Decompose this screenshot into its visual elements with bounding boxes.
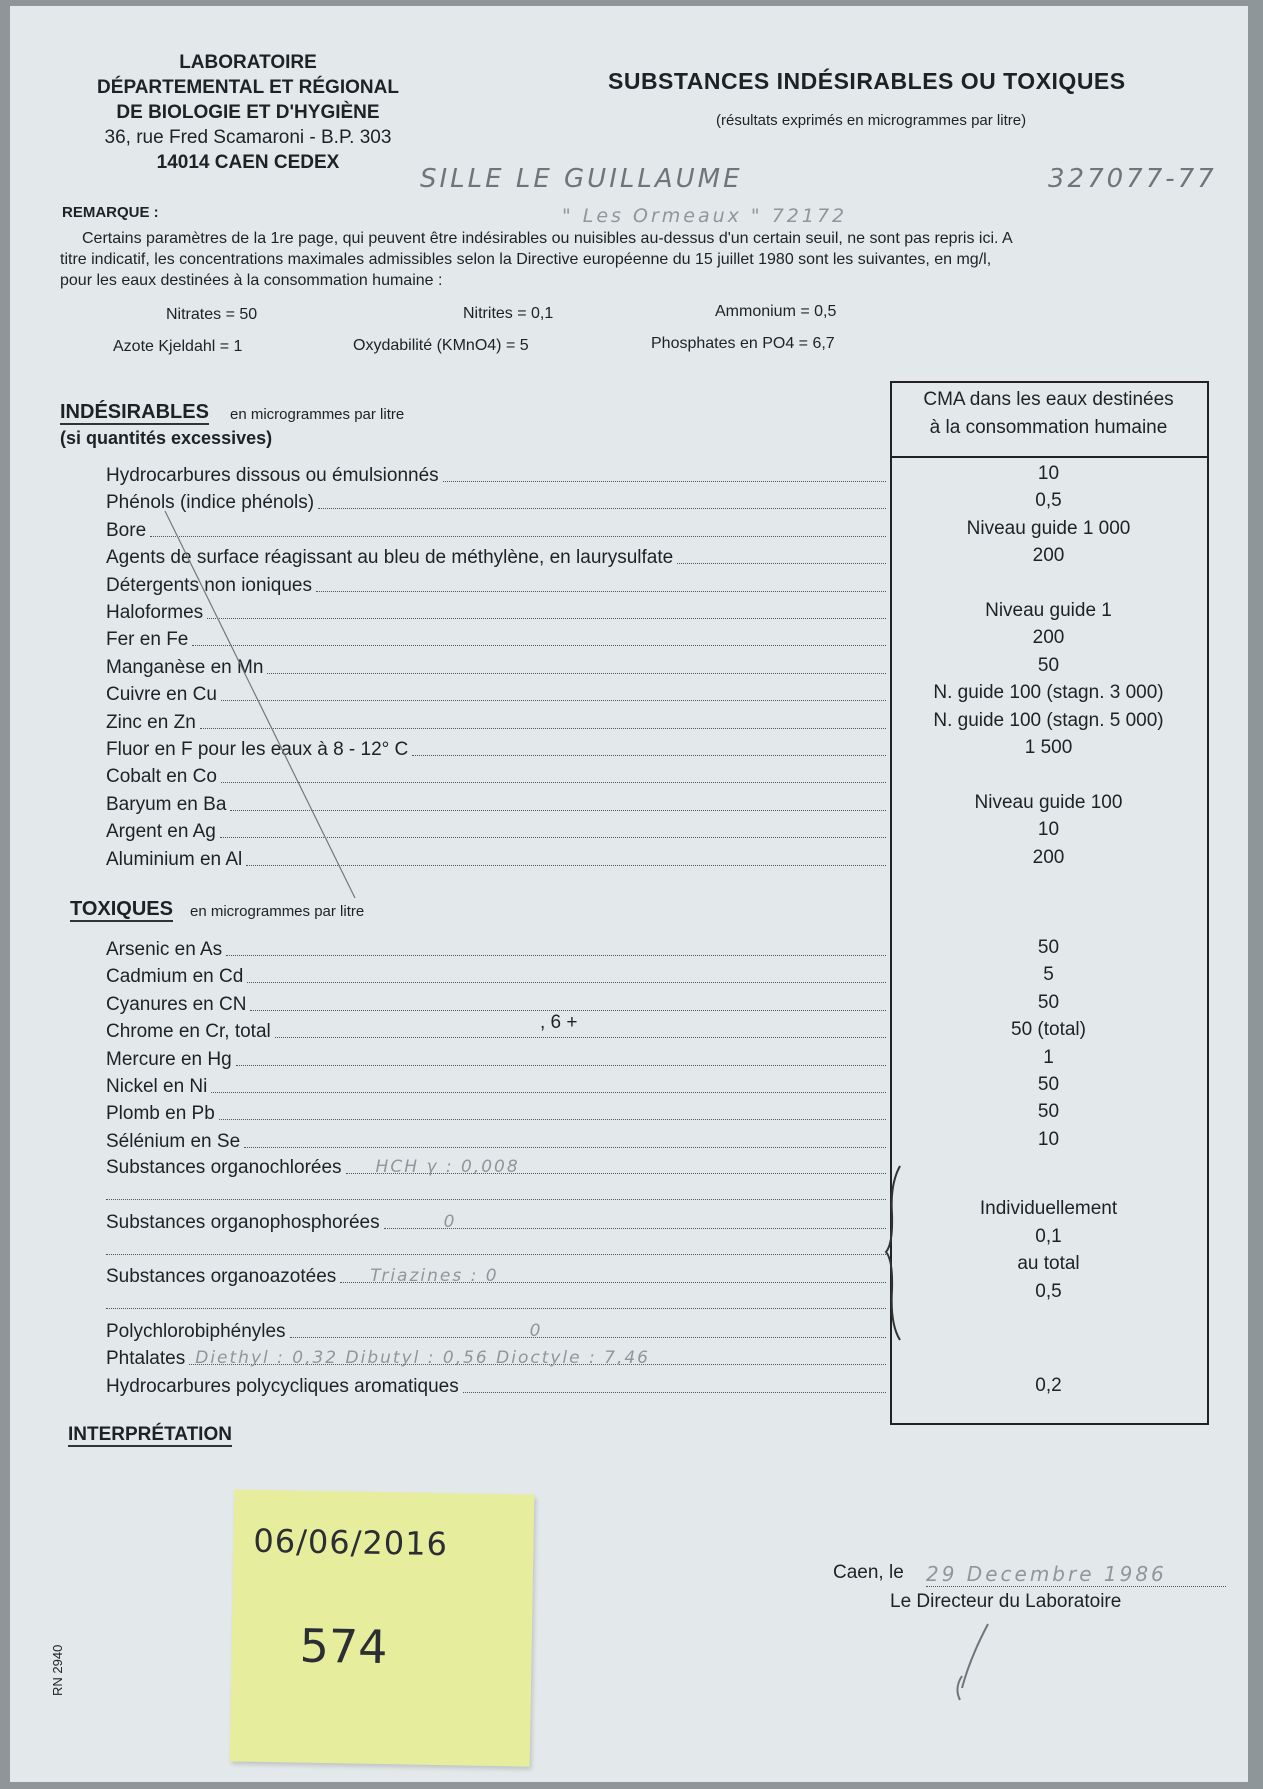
list-item-label: Fer en Fe	[106, 629, 189, 651]
dot-leader	[226, 954, 886, 956]
cma-organo-line4: 0,5	[1035, 1281, 1062, 1302]
list-item	[106, 1126, 886, 1153]
list-item-label: Mercure en Hg	[106, 1048, 232, 1070]
list-item-label: Détergents non ioniques	[106, 574, 312, 596]
cma-organo-line3: au total	[1017, 1253, 1080, 1274]
list-item-label: Fluor en F pour les eaux à 8 - 12° C	[106, 739, 409, 760]
lab-address: 36, rue Fred Scamaroni - B.P. 303	[104, 127, 392, 148]
limit-phosphates: Phosphates en PO4 = 6,7	[651, 335, 835, 352]
list-item-label: Bore	[106, 519, 147, 541]
dot-leader	[244, 1146, 886, 1148]
cma-value: 50	[1037, 991, 1060, 1013]
list-item: Substances organophosphorées 0	[106, 1207, 886, 1234]
cma-value: N. guide 100 (stagn. 5 000)	[933, 709, 1164, 731]
list-item: Substances organochlorées HCH γ : 0,008	[106, 1152, 886, 1179]
list-item: Substances organoazotées Triazines : 0	[106, 1261, 886, 1288]
list-item	[106, 460, 886, 487]
cma-value: 1 500	[1024, 737, 1073, 758]
list-item-label: Baryum en Ba	[106, 793, 227, 815]
remarque-label: REMARQUE :	[62, 204, 159, 221]
cma-organo-line1: Individuellement	[979, 1198, 1118, 1219]
handwritten-place: SILLE LE GUILLAUME	[420, 164, 743, 194]
cma-value: 50	[1037, 654, 1060, 676]
dot-leader	[250, 1009, 886, 1011]
list-item-label: Sélénium en Se	[106, 1130, 241, 1152]
page-title: SUBSTANCES INDÉSIRABLES OU TOXIQUES	[608, 68, 1126, 94]
section-indesirables-unit: en microgrammes par litre	[230, 406, 405, 423]
remarque-text-1: Certains paramètres de la 1re page, qui peuvent être indésirables ou nuisibles au-dessus d'un certain seuil, ne sont pas repris ici. A	[82, 230, 1013, 247]
dot-leader	[318, 507, 886, 509]
handwritten-number: 327077-77	[1048, 164, 1217, 194]
limit-nitrates: Nitrates = 50	[166, 306, 258, 323]
form-reference: RN 2940	[50, 1644, 65, 1696]
limit-nitrites: Nitrites = 0,1	[463, 305, 554, 322]
chrome-hexavalent-label: , 6 +	[540, 1012, 578, 1033]
list-item-label: Argent en Ag	[106, 821, 216, 843]
list-item-label: Aluminium en Al	[106, 848, 243, 870]
list-item	[106, 934, 886, 961]
dot-leader	[219, 1118, 886, 1120]
section-interpretation-title: INTERPRÉTATION	[68, 1424, 232, 1445]
list-item-label: Nickel en Ni	[106, 1076, 208, 1097]
cma-header-line1: CMA dans les eaux destinées	[923, 389, 1174, 410]
limit-oxydabilite: Oxydabilité (KMnO4) = 5	[353, 337, 529, 354]
list-item	[106, 1044, 886, 1071]
cma-value: 50 (total)	[1011, 1019, 1086, 1041]
remarque-text-3: pour les eaux destinées à la consommation humaine :	[60, 272, 443, 289]
cma-value: 10	[1037, 1128, 1060, 1150]
cma-value: 200	[1032, 846, 1065, 868]
list-item	[106, 989, 886, 1016]
list-item: Phtalates Diethyl : 0,32 Dibutyl : 0,56 Dioctyle : 7,46	[106, 1343, 886, 1370]
list-item	[106, 1071, 886, 1098]
dot-leader	[275, 1036, 886, 1038]
dot-leader	[247, 981, 886, 983]
cma-value: 0,5	[1035, 490, 1062, 512]
list-item-label: Cadmium en Cd	[106, 966, 244, 988]
list-item-label: Zinc en Zn	[106, 711, 196, 733]
list-item-label: Cuivre en Cu	[106, 684, 217, 706]
lab-name-line2: DÉPARTEMENTAL ET RÉGIONAL	[97, 77, 399, 98]
cma-value: 50	[1037, 1101, 1060, 1123]
cma-organo-line2: 0,1	[1035, 1226, 1062, 1247]
list-item-continuation	[106, 1233, 886, 1260]
list-item-label: Chrome en Cr, total	[106, 1021, 271, 1043]
pencil-stroke	[160, 506, 380, 906]
cma-value: 5	[1043, 964, 1054, 986]
signature-place-label: Caen, le	[833, 1562, 904, 1583]
sticky-number: 574	[299, 1618, 388, 1675]
limit-ammonium: Ammonium = 0,5	[715, 303, 837, 320]
cma-value: 200	[1032, 545, 1065, 567]
lab-name-line1: LABORATOIRE	[179, 52, 317, 73]
list-item-label: Haloformes	[106, 602, 204, 623]
list-item-continuation	[106, 1178, 886, 1205]
lab-name-line3: DE BIOLOGIE ET D'HYGIÈNE	[116, 102, 380, 123]
dot-leader	[236, 1064, 886, 1066]
list-item-continuation	[106, 1287, 886, 1314]
list-item-label: Cobalt en Co	[106, 766, 217, 788]
section-indesirables-sub: (si quantités excessives)	[60, 428, 273, 448]
cma-value: N. guide 100 (stagn. 3 000)	[933, 682, 1164, 704]
director-signature	[940, 1618, 1020, 1708]
section-toxiques-unit: en microgrammes par litre	[190, 903, 365, 920]
dot-leader	[211, 1091, 886, 1093]
sticky-date: 06/06/2016	[253, 1521, 449, 1564]
list-item-label: Phénols (indice phénols)	[106, 492, 315, 514]
cma-value: 1	[1043, 1046, 1054, 1068]
lab-city: 14014 CAEN CEDEX	[156, 152, 340, 173]
list-item-label: Hydrocarbures dissous ou émulsionnés	[106, 465, 439, 486]
list-item: Polychlorobiphényles 0	[106, 1316, 886, 1343]
list-item-label: Agents de surface réagissant au bleu de méthylène, en laurysulfate	[106, 547, 674, 569]
cma-value: Niveau guide 1	[985, 600, 1112, 621]
document-sheet	[10, 6, 1248, 1782]
dot-leader	[412, 754, 886, 756]
cma-value: Niveau guide 100	[974, 791, 1123, 813]
list-item-label: Manganèse en Mn	[106, 656, 264, 678]
page-subtitle: (résultats exprimés en microgrammes par litre)	[716, 112, 1027, 129]
cma-table-header-divider	[890, 456, 1209, 458]
cma-value: 10	[1037, 819, 1060, 841]
dot-leader	[443, 480, 886, 482]
signature-director-label: Le Directeur du Laboratoire	[890, 1591, 1122, 1612]
cma-value: 50	[1037, 1074, 1060, 1095]
list-item	[106, 961, 886, 988]
handwritten-site: " Les Ormeaux " 72172	[562, 205, 848, 227]
cma-hpa: 0,2	[1035, 1375, 1062, 1396]
sticky-note	[230, 1489, 535, 1766]
list-item	[106, 1098, 886, 1125]
remarque-text-2: titre indicatif, les concentrations maximales admissibles selon la Directive européenne du 15 juillet 1980 sont les suivantes, en mg/l,	[60, 251, 992, 268]
limit-azote: Azote Kjeldahl = 1	[113, 338, 243, 355]
cma-value: 10	[1037, 463, 1060, 484]
dot-leader	[677, 562, 886, 564]
list-item	[106, 1016, 886, 1043]
list-item-label: Cyanures en CN	[106, 993, 247, 1015]
dot-leader	[316, 590, 886, 592]
section-toxiques-title: TOXIQUES	[70, 898, 173, 920]
list-item: Hydrocarbures polycycliques aromatiques	[106, 1371, 886, 1398]
signature-date-handwritten: 29 Decembre 1986	[926, 1562, 1226, 1587]
cma-value: Niveau guide 1 000	[966, 517, 1131, 539]
list-item-label: Arsenic en As	[106, 939, 223, 960]
cma-value: 50	[1037, 937, 1060, 958]
list-item-label: Plomb en Pb	[106, 1103, 215, 1125]
cma-header-line2: à la consommation humaine	[929, 417, 1168, 438]
cma-value: 200	[1032, 627, 1065, 649]
section-indesirables-title: INDÉSIRABLES	[60, 401, 209, 423]
